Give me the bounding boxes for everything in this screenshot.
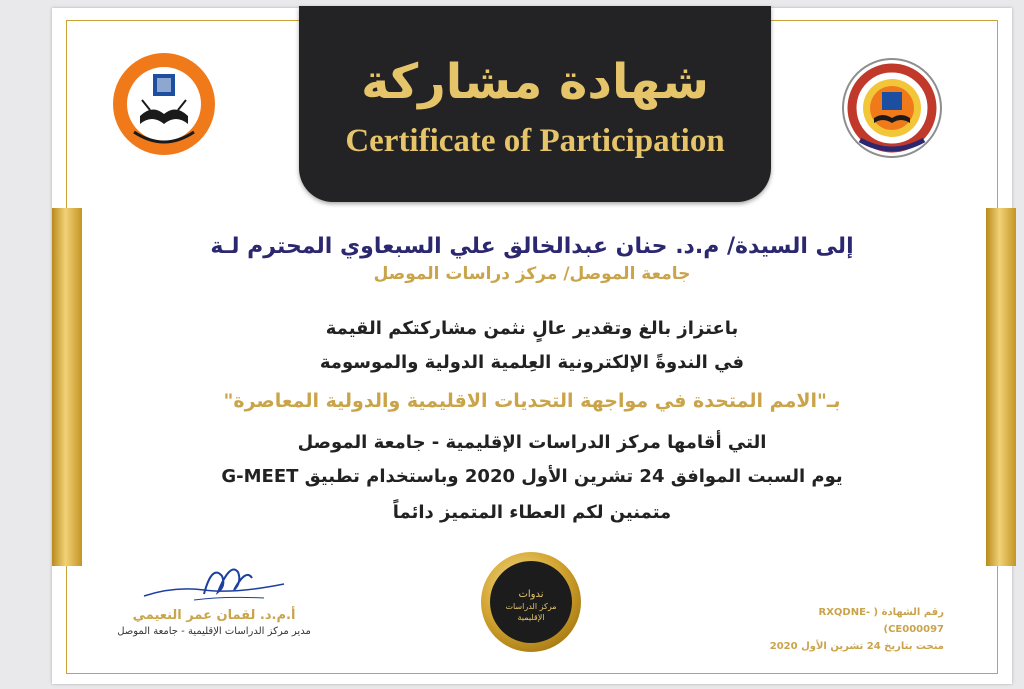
svg-text:الإقليمية: الإقليمية bbox=[517, 613, 545, 622]
university-logo-icon bbox=[112, 52, 216, 156]
body-line-2: في الندوةً الإلكترونية العِلمية الدولية والموسومة bbox=[319, 352, 745, 373]
certificate-info bbox=[764, 604, 944, 655]
seminar-title-line: بـ"الامم المتحدة في مواجهة التحديات الاقليمية والدولية المعاصرة" bbox=[223, 390, 841, 412]
certificate-page bbox=[52, 8, 1012, 684]
issue-date: منحت بتاريخ 24 تشرين الأول 2020 bbox=[769, 641, 944, 652]
svg-text:مركز الدراسات: مركز الدراسات bbox=[505, 602, 557, 611]
certificate-number: رقم الشهادة ( RXQDNE-CE000097) bbox=[818, 607, 944, 635]
signature-block bbox=[104, 556, 324, 637]
seminars-seal-icon bbox=[480, 551, 582, 653]
regional-studies-center-logo-icon bbox=[842, 58, 942, 158]
body-line-4: التي أقامها مركز الدراسات الإقليمية - جامعة الموصل bbox=[297, 432, 767, 453]
body-line-5: يوم السبت الموافق 24 تشرين الأول 2020 وباستخدام تطبيق G-MEET bbox=[221, 466, 843, 487]
title-arabic: شهادة مشاركة bbox=[361, 54, 709, 110]
signer-name: أ.م.د. لقمان عمر النعيمي bbox=[132, 608, 296, 623]
title-banner bbox=[299, 6, 771, 202]
svg-text:ندوات: ندوات bbox=[518, 589, 544, 600]
signature-icon bbox=[134, 556, 294, 606]
signer-title: مدير مركز الدراسات الإقليمية - جامعة الموصل bbox=[117, 626, 311, 637]
affiliation-line: جامعة الموصل/ مركز دراسات الموصل bbox=[373, 264, 691, 284]
body-line-1: باعتزاز بالغ وتقدير عالٍ نثمن مشاركتكم القيمة bbox=[325, 318, 739, 339]
body-line-6: متمنين لكم العطاء المتميز دائماً bbox=[392, 502, 672, 523]
title-english: Certificate of Participation bbox=[345, 123, 725, 159]
recipient-line: إلى السيدة/ م.د. حنان عبدالخالق علي السبعاوي المحترم لـة bbox=[210, 234, 854, 259]
